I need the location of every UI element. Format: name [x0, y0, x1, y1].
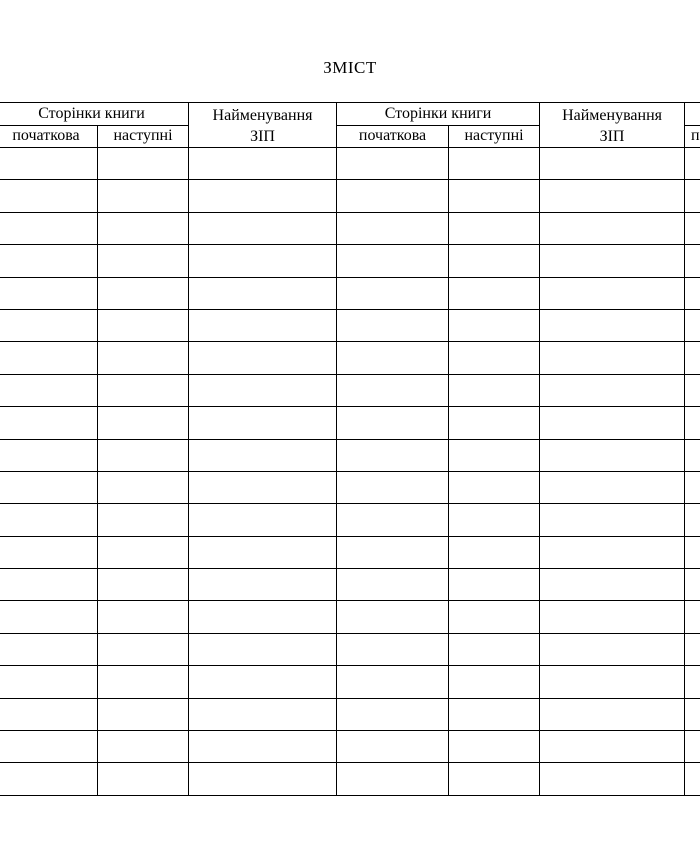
table-cell — [540, 407, 685, 439]
contents-table-body — [0, 148, 700, 796]
table-cell — [449, 374, 540, 406]
table-cell — [540, 374, 685, 406]
table-cell — [337, 569, 449, 601]
table-cell — [337, 471, 449, 503]
table-cell — [189, 148, 337, 180]
table-cell — [98, 148, 189, 180]
name-header-1-line1: Найменування — [212, 107, 313, 124]
table-cell — [337, 148, 449, 180]
table-cell — [0, 342, 98, 374]
table-cell — [337, 180, 449, 212]
table-cell — [98, 731, 189, 763]
table-cell — [540, 148, 685, 180]
pages-header-2: Сторінки книги — [337, 103, 540, 126]
table-cell — [540, 569, 685, 601]
table-cell — [449, 277, 540, 309]
table-cell — [337, 245, 449, 277]
table-cell — [337, 666, 449, 698]
table-cell — [98, 666, 189, 698]
table-cell — [685, 277, 700, 309]
name-header-2-line2: ЗІП — [599, 128, 625, 145]
table-cell — [98, 277, 189, 309]
table-row — [0, 633, 700, 665]
table-cell — [685, 536, 700, 568]
table-cell — [189, 666, 337, 698]
table-cell — [0, 180, 98, 212]
table-cell — [337, 342, 449, 374]
table-row — [0, 180, 700, 212]
table-cell — [337, 601, 449, 633]
table-cell — [0, 374, 98, 406]
table-row — [0, 731, 700, 763]
name-header-1 — [189, 103, 337, 148]
table-cell — [337, 309, 449, 341]
table-row — [0, 277, 700, 309]
table-cell — [98, 536, 189, 568]
table-cell — [685, 148, 700, 180]
table-cell — [0, 601, 98, 633]
table-row — [0, 212, 700, 244]
name-header-1-line2: ЗІП — [250, 128, 275, 145]
table-cell — [337, 374, 449, 406]
next-header-1: наступні — [98, 125, 189, 148]
table-cell — [449, 148, 540, 180]
contents-table-wrapper — [0, 102, 700, 804]
table-cell — [685, 212, 700, 244]
table-cell — [98, 180, 189, 212]
table-cell — [0, 439, 98, 471]
table-cell — [337, 212, 449, 244]
table-cell — [98, 374, 189, 406]
table-cell — [685, 245, 700, 277]
table-row — [0, 504, 700, 536]
table-cell — [98, 471, 189, 503]
table-cell — [189, 504, 337, 536]
table-cell — [0, 212, 98, 244]
table-cell — [0, 633, 98, 665]
table-cell — [98, 342, 189, 374]
table-cell — [685, 342, 700, 374]
table-row — [0, 601, 700, 633]
table-cell — [449, 601, 540, 633]
table-cell — [449, 309, 540, 341]
table-row — [0, 148, 700, 180]
table-cell — [98, 407, 189, 439]
table-cell — [189, 180, 337, 212]
table-cell — [189, 536, 337, 568]
table-cell — [449, 536, 540, 568]
table-cell — [540, 245, 685, 277]
table-cell — [337, 407, 449, 439]
document-title: ЗМІСТ — [323, 58, 377, 77]
table-cell — [337, 277, 449, 309]
table-cell — [449, 666, 540, 698]
table-cell — [685, 569, 700, 601]
table-cell — [0, 536, 98, 568]
table-cell — [685, 407, 700, 439]
table-cell — [189, 342, 337, 374]
table-cell — [540, 504, 685, 536]
pages-header-1: Сторінки книги — [0, 103, 189, 126]
table-cell — [98, 763, 189, 795]
table-cell — [0, 504, 98, 536]
table-cell — [540, 277, 685, 309]
table-cell — [98, 633, 189, 665]
table-cell — [189, 407, 337, 439]
table-cell — [685, 471, 700, 503]
table-cell — [449, 212, 540, 244]
table-cell — [540, 212, 685, 244]
table-cell — [449, 407, 540, 439]
table-row — [0, 569, 700, 601]
table-cell — [0, 148, 98, 180]
table-cell — [540, 439, 685, 471]
table-cell — [449, 504, 540, 536]
table-cell — [540, 666, 685, 698]
table-cell — [540, 698, 685, 730]
table-cell — [189, 212, 337, 244]
table-cell — [189, 731, 337, 763]
initial-header-1: початкова — [0, 125, 98, 148]
table-cell — [540, 763, 685, 795]
next-header-2: наступні — [449, 125, 540, 148]
table-cell — [337, 504, 449, 536]
table-cell — [0, 698, 98, 730]
table-cell — [189, 439, 337, 471]
table-cell — [189, 569, 337, 601]
table-cell — [189, 245, 337, 277]
table-row — [0, 763, 700, 795]
table-cell — [0, 731, 98, 763]
table-row — [0, 439, 700, 471]
table-cell — [540, 601, 685, 633]
table-cell — [189, 763, 337, 795]
table-cell — [0, 407, 98, 439]
table-row — [0, 309, 700, 341]
table-cell — [685, 666, 700, 698]
table-cell — [337, 439, 449, 471]
partial-header-bottom: п — [685, 125, 700, 148]
table-cell — [98, 698, 189, 730]
partial-header-top — [685, 103, 700, 126]
table-cell — [449, 569, 540, 601]
table-cell — [685, 309, 700, 341]
contents-table — [0, 102, 700, 796]
table-cell — [449, 342, 540, 374]
table-cell — [0, 309, 98, 341]
table-cell — [685, 439, 700, 471]
table-cell — [0, 471, 98, 503]
table-cell — [685, 180, 700, 212]
name-header-2 — [540, 103, 685, 148]
table-cell — [189, 633, 337, 665]
table-cell — [449, 633, 540, 665]
table-cell — [685, 633, 700, 665]
table-cell — [449, 180, 540, 212]
table-cell — [98, 601, 189, 633]
table-row — [0, 245, 700, 277]
table-row — [0, 666, 700, 698]
table-cell — [98, 504, 189, 536]
table-cell — [685, 374, 700, 406]
table-cell — [189, 374, 337, 406]
name-header-2-line1: Найменування — [562, 107, 662, 124]
table-cell — [189, 309, 337, 341]
table-cell — [685, 731, 700, 763]
table-cell — [189, 698, 337, 730]
table-row — [0, 698, 700, 730]
initial-header-2: початкова — [337, 125, 449, 148]
table-cell — [189, 471, 337, 503]
table-cell — [98, 569, 189, 601]
table-cell — [98, 245, 189, 277]
table-cell — [337, 763, 449, 795]
table-cell — [0, 763, 98, 795]
table-cell — [685, 763, 700, 795]
table-cell — [685, 601, 700, 633]
table-cell — [98, 212, 189, 244]
table-cell — [189, 277, 337, 309]
table-cell — [0, 245, 98, 277]
table-row — [0, 374, 700, 406]
table-cell — [98, 309, 189, 341]
table-cell — [98, 439, 189, 471]
table-cell — [685, 698, 700, 730]
table-cell — [449, 471, 540, 503]
table-row — [0, 407, 700, 439]
table-cell — [449, 245, 540, 277]
table-cell — [449, 439, 540, 471]
table-cell — [540, 536, 685, 568]
table-cell — [540, 309, 685, 341]
table-cell — [685, 504, 700, 536]
table-cell — [540, 731, 685, 763]
table-cell — [540, 471, 685, 503]
table-row — [0, 342, 700, 374]
table-cell — [540, 633, 685, 665]
table-cell — [449, 698, 540, 730]
table-cell — [337, 633, 449, 665]
table-cell — [540, 180, 685, 212]
table-cell — [0, 277, 98, 309]
table-cell — [449, 763, 540, 795]
table-cell — [0, 569, 98, 601]
table-row — [0, 471, 700, 503]
table-cell — [337, 536, 449, 568]
table-cell — [540, 342, 685, 374]
table-cell — [0, 666, 98, 698]
table-cell — [189, 601, 337, 633]
table-row — [0, 536, 700, 568]
table-cell — [337, 731, 449, 763]
table-cell — [337, 698, 449, 730]
table-cell — [449, 731, 540, 763]
